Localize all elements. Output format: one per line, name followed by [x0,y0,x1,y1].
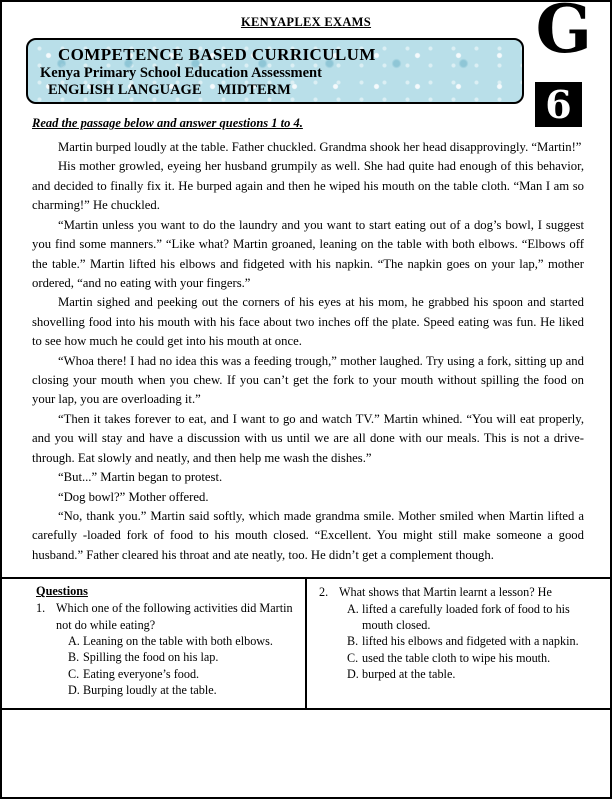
option-text: lifted his elbows and fidgeted with a napkin. [362,634,579,649]
grade-number-badge: 6 [535,82,582,127]
option-row [347,650,602,666]
option-text: used the table cloth to wipe his mouth. [362,650,551,665]
passage-paragraph: “Dog bowl?” Mother offered. [58,489,209,504]
passage-content [32,116,584,565]
option-label: C. [68,666,80,681]
option-row [68,649,295,665]
question-number: 1. [36,601,46,616]
title-box [26,38,524,104]
question-text: What shows that Martin learnt a lesson? He [339,585,552,600]
question-1 [36,600,295,633]
option-text: Leaning on the table with both elbows. [83,633,273,648]
option-label: D. [347,667,359,681]
passage-paragraph: “Martin unless you want to do the laundry and you want to start eating out of a dog’s bowl, I suggest you find some manners.” “Like what? Martin groaned, leaning on the table with both elbows. “Elbows off the table.” Martin lifted his elbows and fidgeted with his napkin. “The napkin goes on your lap,” mother ordered, “and no eating with your fingers.” [32,217,584,290]
passage-paragraph: Martin burped loudly at the table. Father chuckled. Grandma shook her head disapprovingly. “Martin!” [58,140,582,154]
option-label: D. [68,683,80,697]
assessment-subtitle: Kenya Primary School Education Assessment [40,65,322,81]
option-text: burped at the table. [362,667,456,681]
option-row [68,666,295,682]
curriculum-title: COMPETENCE BASED CURRICULUM [58,45,376,64]
option-text: Eating everyone’s food. [83,666,200,681]
question-text: Which one of the following activities did Martin not do while eating? [56,601,293,632]
passage-paragraph: “But...” Martin began to protest. [58,470,223,485]
passage-paragraph: Martin sighed and peeking out the corners of his eyes at his mom, he grabbed his spoon and started shovelling food into his mouth with his face about two inches off the plate. Speed eating was fun. He liked to see how much he could get into his mouth at once. [32,295,584,349]
question-1-options [68,633,295,698]
subject-line [48,82,522,99]
question-2 [319,584,602,600]
questions-section [2,577,610,710]
option-label: C. [347,650,359,665]
question-number: 2. [319,585,329,600]
grade-letter: G [535,0,592,68]
option-row [347,666,602,682]
option-text: lifted a carefully loaded fork of food to his mouth closed. [362,601,570,632]
option-label: A. [68,633,80,648]
option-label: A. [347,601,359,616]
passage-paragraph: His mother growled, eyeing her husband grumpily as well. She had quite had enough of this behavior, and decided to finally fix it. He burped again and then he wiped his mouth on the table cloth. “Man I am so charming!” He chuckled. [32,159,584,213]
option-row [68,682,295,698]
option-row [347,633,602,649]
exam-type: MIDTERM [217,82,291,98]
option-row [347,601,602,634]
option-row [68,633,295,649]
option-label: B. [68,650,80,665]
questions-column-right [307,579,610,708]
passage-paragraph: “Then it takes forever to eat, and I want to go and watch TV.” Martin whined. “You will eat properly, and you will stay and have a discussion with us until we are all done with our meals. This is not a drive-through. Eat slowly and neatly, and then help me wash the dishes.” [32,411,584,465]
option-text: Burping loudly at the table. [83,683,217,697]
questions-column-left [2,579,307,708]
option-text: Spilling the food on his lap. [83,650,219,665]
passage-paragraph: “No, thank you.” Martin said softly, which made grandma smile. Mother smiled when Martin lifted a carefully -loaded fork of food to his mouth closed. “Excellent. You might still make someone a good husband.” Father cleared his throat and ate neatly, too. He didn’t get a complement though. [32,509,584,562]
option-label: B. [347,634,359,649]
passage-paragraph: “Whoa there! I had no idea this was a feeding trough,” mother laughed. Try using a fork, sitting up and closing your mouth when you chew. If you can’t get the fork to your mouth without spilling the food on your lap, you are overloading it.” [32,353,584,407]
exam-header: KENYAPLEX EXAMS [240,15,372,29]
questions-heading: Questions [36,584,88,599]
subject-name: ENGLISH LANGUAGE [48,82,202,98]
question-2-options [347,601,602,683]
instruction-line: Read the passage below and answer questions 1 to 4. [32,116,303,130]
